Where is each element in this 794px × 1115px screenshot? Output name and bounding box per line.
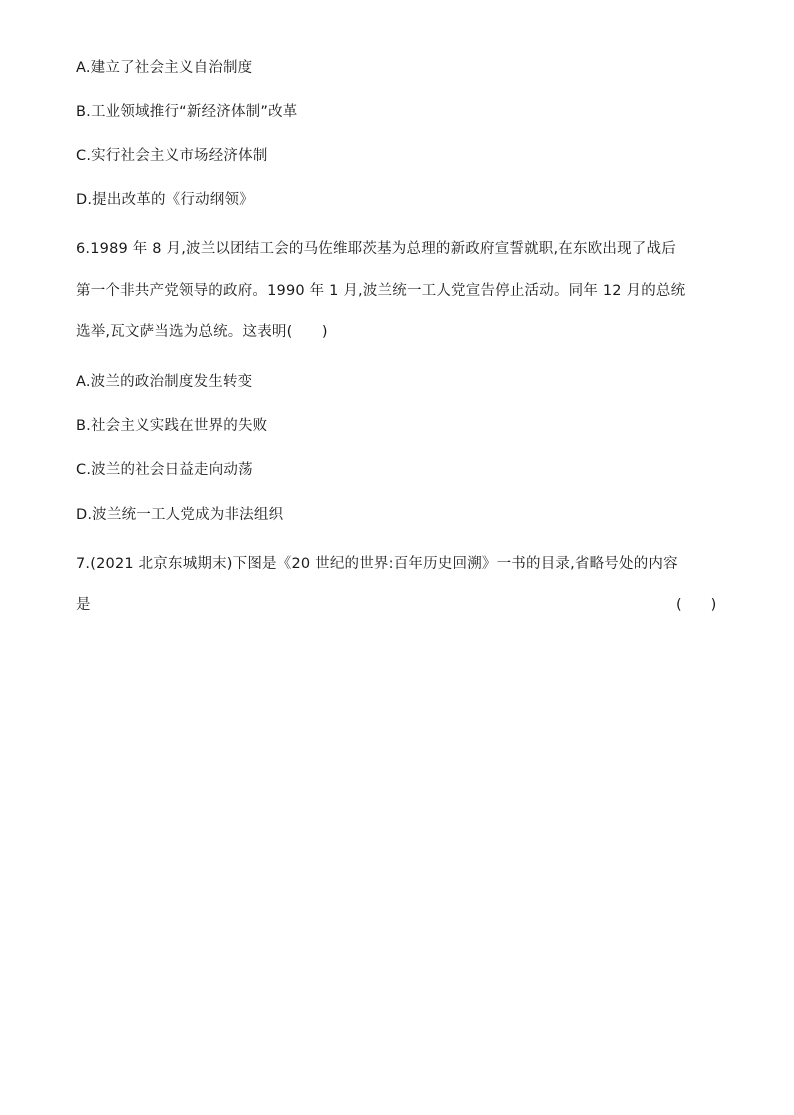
q5-option-c: C.实行社会主义市场经济体制 <box>76 148 268 164</box>
q6-option-b: B.社会主义实践在世界的失败 <box>76 418 268 434</box>
q6-stem-line-3: 选举,瓦文萨当选为总统。这表明( ) <box>76 324 328 340</box>
q6-option-c: C.波兰的社会日益走向动荡 <box>76 462 253 478</box>
q6-option-a: A.波兰的政治制度发生转变 <box>76 374 253 390</box>
q5-option-b: B.工业领域推行“新经济体制”改革 <box>76 104 298 120</box>
q5-option-a: A.建立了社会主义自治制度 <box>76 60 253 76</box>
q6-stem-line-1: 6.1989 年 8 月,波兰以团结工会的马佐维耶茨基为总理的新政府宣誓就职,在东欧出现了战后 <box>76 241 676 257</box>
q6-option-d: D.波兰统一工人党成为非法组织 <box>76 507 284 523</box>
q5-option-d: D.提出改革的《行动纲领》 <box>76 192 254 208</box>
q6-stem-line-2: 第一个非共产党领导的政府。1990 年 1 月,波兰统一工人党宣告停止活动。同年 12 月的总统 <box>76 283 686 299</box>
q7-answer-blank: ( ) <box>676 597 717 613</box>
q7-stem-line-1: 7.(2021 北京东城期末)下图是《20 世纪的世界:百年历史回溯》一书的目录,省略号处的内容 <box>76 556 678 572</box>
q7-stem-line-2: 是 <box>76 597 91 613</box>
